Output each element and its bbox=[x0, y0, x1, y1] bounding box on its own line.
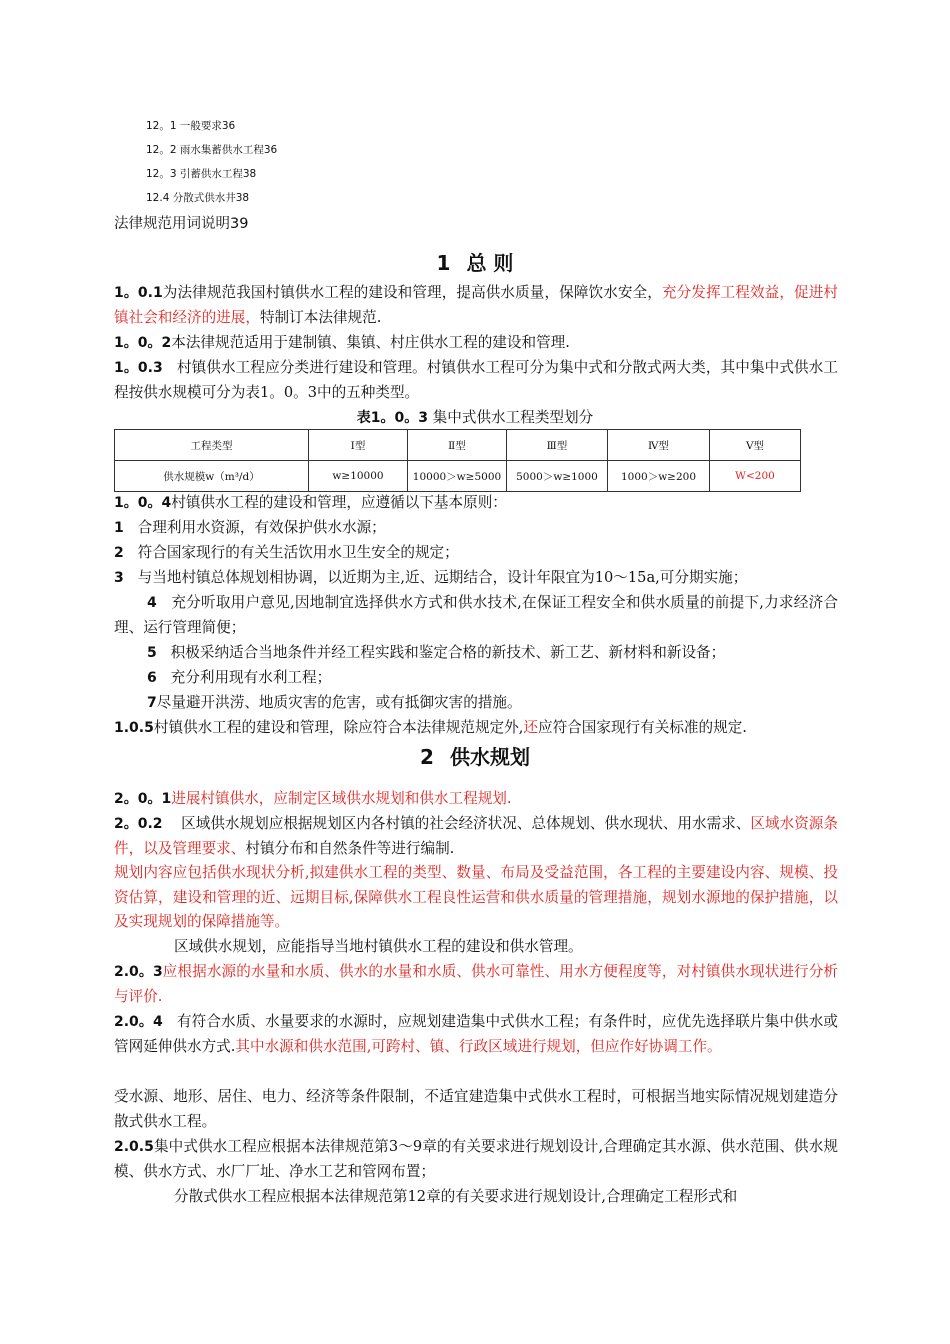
clause-number: 1。0.1 bbox=[114, 285, 163, 301]
clause-1-0-5 bbox=[114, 716, 838, 741]
clause-number: 2.0.5 bbox=[114, 1139, 154, 1155]
clause-text: 村镇供水工程的建设和管理，应遵循以下基本原则： bbox=[171, 494, 507, 511]
clause-text: 村镇供水工程应分类进行建设和管理。村镇供水工程可分为集中式和分散式两大类，其中集中式供水工程按供水规模可分为表1。0。3中的五种类型。 bbox=[114, 359, 838, 401]
table-cell: 5000＞w≥1000 bbox=[507, 461, 608, 492]
principle-item bbox=[114, 591, 838, 640]
item-number: 5 bbox=[147, 645, 157, 661]
planning-content-paragraph bbox=[114, 861, 838, 935]
table-header-row bbox=[115, 430, 801, 461]
clause-number: 2。0。1 bbox=[114, 791, 172, 807]
item-text: 尽量避开洪涝、地质灾害的危害，或有抵御灾害的措施。 bbox=[156, 694, 522, 711]
chapter-title: 总 则 bbox=[466, 251, 514, 275]
clause-highlight: 还 bbox=[523, 719, 538, 736]
item-text: 积极采纳适合当地条件并经工程实践和鉴定合格的新技术、新工艺、新材料和新设备； bbox=[170, 644, 726, 661]
clause-highlight: 充分发挥工程效益，促进村镇社会和经济的进展， bbox=[114, 284, 838, 326]
item-number: 1 bbox=[114, 520, 124, 536]
clause-highlight: 其中水源和供水范围,可跨村、镇、行政区域进行规划，但应作好协调工作。 bbox=[235, 1037, 722, 1055]
clause-number: 1.0.5 bbox=[114, 720, 154, 736]
principle-item bbox=[114, 666, 838, 691]
item-text: 充分利用现有水利工程； bbox=[170, 669, 332, 686]
clause-text: 特制订本法律规范. bbox=[259, 308, 382, 326]
planning-guidance-paragraph bbox=[114, 935, 838, 960]
clause-text: 本法律规范适用于建制镇、集镇、村庄供水工程的建设和管理. bbox=[171, 334, 570, 351]
principle-item bbox=[114, 691, 838, 716]
chapter-title: 供水规划 bbox=[449, 745, 530, 769]
toc-item[interactable]: 12。3 引蓄供水工程38 bbox=[146, 168, 257, 180]
supply-type-table bbox=[114, 429, 801, 492]
toc-item[interactable]: 法律规范用词说明39 bbox=[114, 216, 249, 232]
clause-2-0-5 bbox=[114, 1135, 838, 1184]
clause-2-0-4 bbox=[114, 1010, 838, 1059]
table-header-cell: Ⅳ型 bbox=[608, 430, 710, 461]
item-text: 符合国家现行的有关生活饮用水卫生安全的规定； bbox=[137, 544, 459, 561]
table-caption-text: 集中式供水工程类型划分 bbox=[428, 409, 594, 426]
principle-item bbox=[114, 516, 838, 541]
clause-text: 集中式供水工程应根据本法律规范第3～9章的有关要求进行规划设计,合理确定其水源、供水范围、供水规模、供水方式、水厂厂址、净水工艺和管网布置； bbox=[114, 1138, 838, 1180]
clause-1-0-1 bbox=[114, 281, 838, 330]
table-cell: 1000＞w≥200 bbox=[608, 461, 710, 492]
item-number: 2 bbox=[114, 545, 124, 561]
toc-item[interactable]: 12。1 一般要求36 bbox=[146, 120, 236, 132]
chapter-number: 1 bbox=[436, 251, 451, 275]
clause-2-0-2 bbox=[114, 812, 838, 861]
clause-highlight: 应根据水源的水量和水质、供水的水量和水质、供水可靠性、用水方便程度等，对村镇供水现状进行分析与评价. bbox=[114, 963, 838, 1005]
clause-text: 村镇分布和自然条件等进行编制. bbox=[245, 839, 455, 857]
table-cell-highlight: W<200 bbox=[710, 461, 801, 492]
dispersed-design-paragraph bbox=[114, 1185, 838, 1210]
chapter-1-heading bbox=[0, 247, 950, 276]
table-cell: w≥10000 bbox=[309, 461, 408, 492]
clause-number: 2.0。4 bbox=[114, 1014, 163, 1030]
table-row bbox=[115, 461, 801, 492]
clause-2-0-3 bbox=[114, 960, 838, 1009]
chapter-number: 2 bbox=[420, 745, 434, 769]
dispersed-supply-paragraph bbox=[114, 1085, 838, 1134]
clause-number: 2.0。3 bbox=[114, 964, 163, 980]
table-header-cell: Ⅲ型 bbox=[507, 430, 608, 461]
clause-1-0-3 bbox=[114, 356, 838, 405]
clause-1-0-2 bbox=[114, 331, 838, 356]
principle-item bbox=[114, 566, 838, 591]
table-header-cell: Ⅴ型 bbox=[710, 430, 801, 461]
item-number: 7 bbox=[147, 695, 157, 711]
toc-item[interactable]: 12。2 雨水集蓄供水工程36 bbox=[146, 144, 278, 156]
item-number: 3 bbox=[114, 570, 124, 586]
clause-text: 为法律规范我国村镇供水工程的建设和管理，提高供水质量，保障饮水安全， bbox=[162, 284, 662, 301]
clause-number: 1。0。2 bbox=[114, 335, 172, 351]
clause-text: 区域供水规划，应能指导当地村镇供水工程的建设和供水管理。 bbox=[174, 938, 583, 955]
clause-number: 1。0.3 bbox=[114, 360, 163, 376]
clause-text: 村镇供水工程的建设和管理，除应符合本法律规范规定外, bbox=[153, 719, 524, 736]
table-caption bbox=[0, 406, 950, 427]
table-caption-number: 表1。0。3 bbox=[356, 410, 429, 426]
item-number: 6 bbox=[147, 670, 157, 686]
table-cell: 10000＞w≥5000 bbox=[408, 461, 507, 492]
clause-text: 有符合水质、水量要求的水源时，应规划建造集中式供水工程；有条件时，应优先选择联片集中供水或管网延伸供水方式. bbox=[114, 1013, 838, 1055]
clause-1-0-4 bbox=[114, 491, 838, 516]
table-cell: 供水规模w（m³/d） bbox=[115, 461, 309, 492]
clause-highlight: 区域水资源条件，以及管理要求、 bbox=[114, 815, 838, 857]
clause-number: 2。0.2 bbox=[114, 816, 163, 832]
clause-number: 1。0。4 bbox=[114, 495, 172, 511]
clause-text: 区域供水规划应根据规划区内各村镇的社会经济状况、总体规划、供水现状、用水需求、 bbox=[181, 815, 751, 832]
item-number: 4 bbox=[147, 595, 157, 611]
clause-2-0-1 bbox=[114, 787, 838, 812]
toc-item[interactable]: 12.4 分散式供水井38 bbox=[146, 192, 250, 204]
clause-text: 分散式供水工程应根据本法律规范第12章的有关要求进行规划设计,合理确定工程形式和 bbox=[174, 1188, 738, 1205]
table-header-cell: Ⅱ型 bbox=[408, 430, 507, 461]
item-text: 充分听取用户意见,因地制宜选择供水方式和供水技术,在保证工程安全和供水质量的前提下,力求经济合理、运行管理简便； bbox=[114, 594, 838, 636]
table-header-cell: Ⅰ型 bbox=[309, 430, 408, 461]
clause-highlight: 规划内容应包括供水现状分析,拟建供水工程的类型、数量、布局及受益范围，各工程的主要建设内容、规模、投资估算，建设和管理的近、远期目标,保障供水工程良性运营和供水质量的管理措施，规划水源地的保护措施，以及实现规划的保障措施等。 bbox=[114, 864, 838, 930]
clause-text: 受水源、地形、居住、电力、经济等条件限制，不适宜建造集中式供水工程时，可根据当地实际情况规划建造分散式供水工程。 bbox=[114, 1088, 838, 1130]
principle-item bbox=[114, 641, 838, 666]
item-text: 与当地村镇总体规划相协调，以近期为主,近、远期结合，设计年限宜为10～15a,可分期实施； bbox=[137, 569, 748, 586]
principle-item bbox=[114, 541, 838, 566]
chapter-2-heading bbox=[0, 741, 950, 770]
clause-text: 应符合国家现行有关标准的规定. bbox=[537, 719, 747, 736]
item-text: 合理利用水资源，有效保护供水水源； bbox=[137, 519, 386, 536]
clause-highlight: 进展村镇供水，应制定区域供水规划和供水工程规划. bbox=[171, 790, 512, 807]
table-header-cell: 工程类型 bbox=[115, 430, 309, 461]
